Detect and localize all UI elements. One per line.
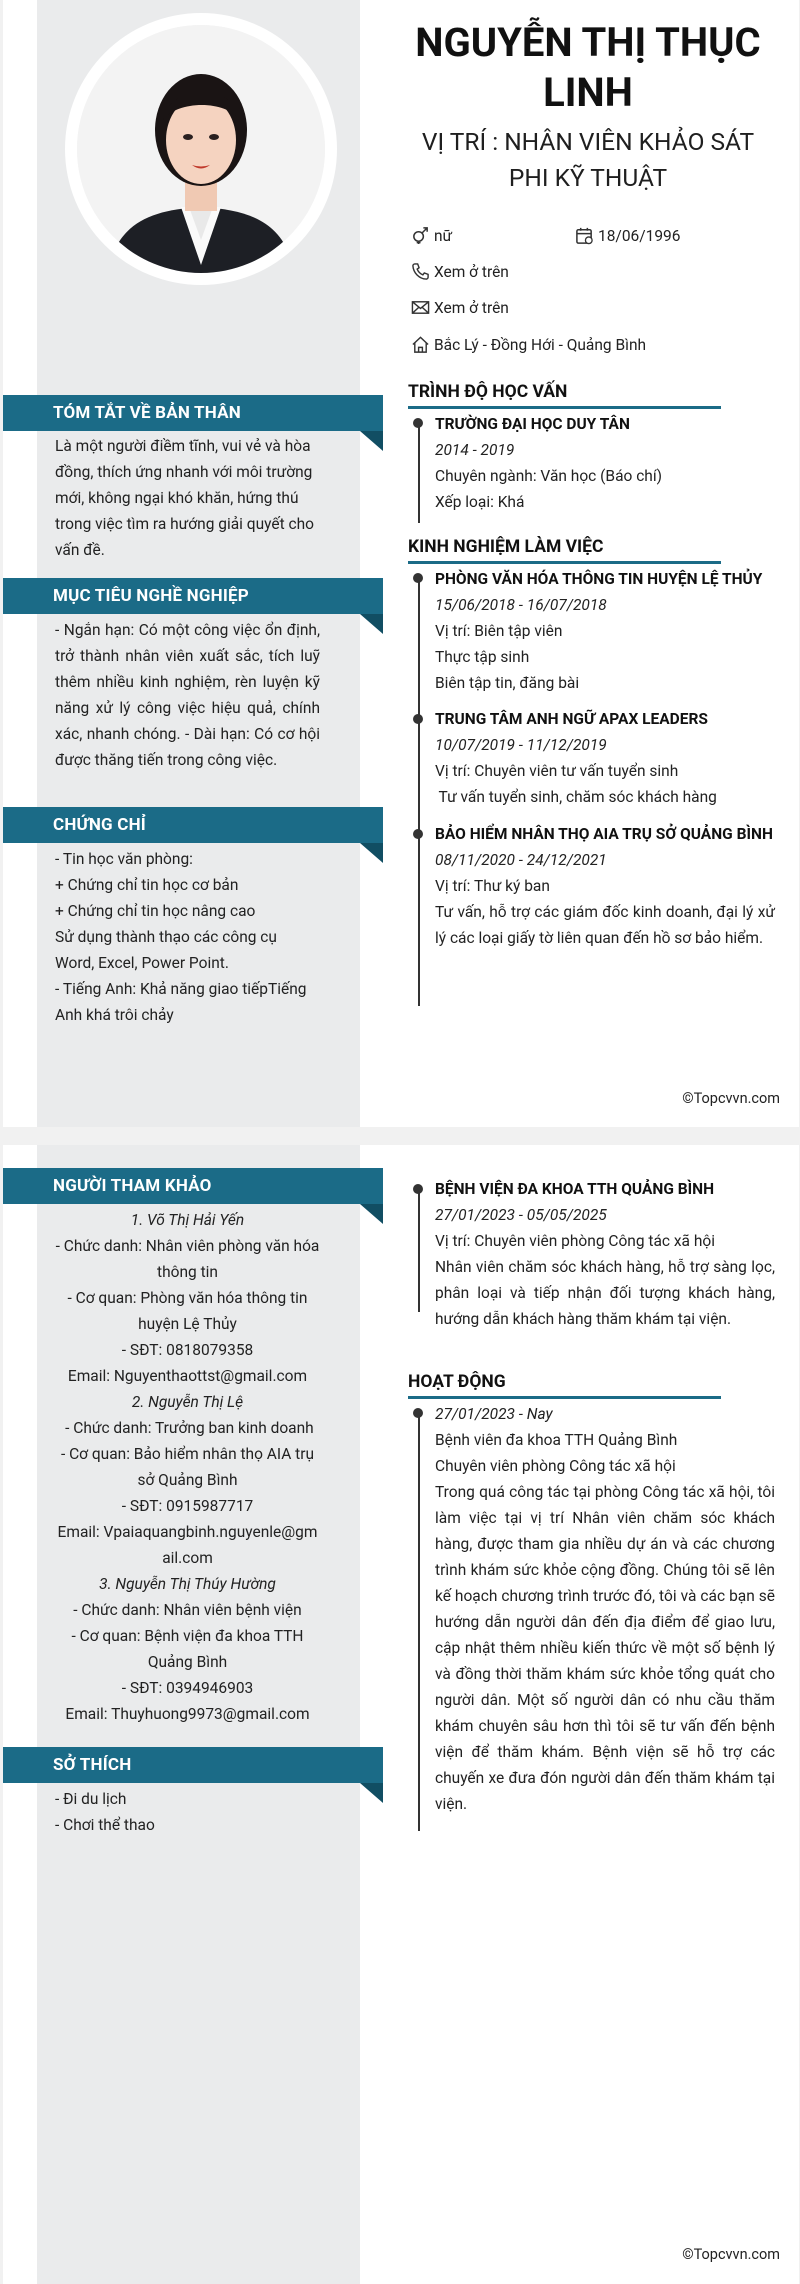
list-item: - Tin học văn phòng: xyxy=(55,850,193,868)
gender-icon xyxy=(411,226,430,245)
phone-icon xyxy=(411,262,430,281)
address-value: Bắc Lý - Đồng Hới - Quảng Bình xyxy=(434,335,647,354)
school-name: TRƯỜNG ĐẠI HỌC DUY TÂN xyxy=(435,415,630,433)
company-name: BỆNH VIỆN ĐA KHOA TTH QUẢNG BÌNH xyxy=(435,1180,715,1198)
experience-entry xyxy=(435,706,775,810)
timeline-dot xyxy=(413,1408,423,1418)
experience-line: Tư vấn, hỗ trợ các giám đốc kinh doanh, đại lý xử lý các loại giấy tờ liên quan đến hồ sơ bảo hiểm. xyxy=(435,903,775,947)
experience-heading: KINH NGHIỆM LÀM VIỆC xyxy=(408,535,721,564)
experience-line: Thực tập sinh xyxy=(435,648,530,666)
job-position: VỊ TRÍ : NHÂN VIÊN KHẢO SÁT PHI KỸ THUẬT xyxy=(421,127,755,192)
reference-role: - Chức danh: Nhân viên bệnh viện xyxy=(73,1601,302,1619)
company-name: BẢO HIỂM NHÂN THỌ AIA TRỤ SỞ QUẢNG BÌNH xyxy=(435,825,773,843)
reference-org: - Cơ quan: Bảo hiểm nhân thọ AIA trụ sở Quảng Bình xyxy=(60,1445,315,1489)
summary-heading: TÓM TẮT VỀ BẢN THÂN xyxy=(3,395,383,431)
person-portrait-icon xyxy=(77,25,325,273)
experience-line: Vị trí: Biên tập viên xyxy=(435,622,563,640)
experience-dates: 15/06/2018 - 16/07/2018 xyxy=(435,596,607,614)
experience-line: Vị trí: Thư ký ban xyxy=(435,877,550,895)
timeline-line xyxy=(418,576,420,1006)
summary-text: Là một người điềm tĩnh, vui vẻ và hòa đồng, thích ứng nhanh với môi trường mới, không ngại khó khăn, hứng thú trong việc tìm ra hướng giải quyết cho vấn đề. xyxy=(55,437,314,559)
experience-dates: 08/11/2020 - 24/12/2021 xyxy=(435,851,607,869)
ribbon-fold xyxy=(360,1204,383,1224)
mail-icon xyxy=(411,298,430,317)
timeline-dot xyxy=(413,418,423,428)
reference-email: Email: Vpaiaquangbinh.nguyenle@gmail.com xyxy=(57,1523,318,1567)
gender-value: nữ xyxy=(434,226,453,245)
objective-text: - Ngắn hạn: Có một công việc ổn định, trở thành nhân viên xuất sắc, tích luỹ thêm nhiều kinh nghiệm, rèn luyện kỹ năng xử lý công việc hiệu quả, chính xác, nhanh chóng. - Dài hạn: Có cơ hội được thăng tiến trong công việc. xyxy=(55,621,320,769)
timeline-dot xyxy=(413,573,423,583)
calendar-icon xyxy=(575,226,594,245)
gender-info xyxy=(411,226,452,245)
profile-photo xyxy=(77,25,325,273)
experience-line: Tư vấn tuyển sinh, chăm sóc khách hàng xyxy=(435,788,717,806)
reference-phone: - SĐT: 0915987717 xyxy=(121,1497,254,1515)
ribbon-fold xyxy=(360,843,383,863)
list-item: - Đi du lịch xyxy=(55,1790,127,1808)
activity-description: Trong quá công tác tại phòng Công tác xã hội, tôi làm việc tại vị trí Nhân viên chăm sóc khách hàng, được tham gia nhiều dự án và các chương trình khám sức khỏe cộng đồng. Chúng tôi sẽ lên kế hoạch chương trình trước đó, tôi và các bạn sẽ hướng dẫn người dân đến địa điểm để giao lưu, cập nhật thêm nhiều kiến thức về một số bệnh lý và đồng thời thăm khám sức khỏe tổng quát cho người dân. Một số người dân có nhu cầu thăm khám chuyên sâu hơn thì tôi sẽ tư vấn đến bệnh viện để thăm khám. Bệnh viện sẽ hỗ trợ các chuyến xe đưa đón người dân đến thăm khám tại viện. xyxy=(435,1483,775,1813)
experience-entry xyxy=(435,1176,775,1332)
hobbies-list xyxy=(55,1786,320,1838)
list-item: + Chứng chỉ tin học nâng cao xyxy=(55,902,256,920)
email-value: Xem ở trên xyxy=(434,298,509,317)
reference-name: 2. Nguyễn Thị Lệ xyxy=(131,1393,244,1411)
list-item: - Tiếng Anh: Khả năng giao tiếpTiếng Anh khá trôi chảy xyxy=(55,980,307,1024)
cv-page-1 xyxy=(3,0,799,1127)
footer-credit: ©Topcvvn.com xyxy=(682,2246,780,2263)
reference-phone: - SĐT: 0394946903 xyxy=(121,1679,254,1697)
list-item: Sử dụng thành thạo các công cụ Word, Excel, Power Point. xyxy=(55,928,277,972)
timeline-line xyxy=(418,421,420,523)
activity-entry xyxy=(435,1401,775,1817)
email-info xyxy=(411,298,509,317)
experience-entry xyxy=(435,566,775,696)
references-heading: NGƯỜI THAM KHẢO xyxy=(3,1168,383,1204)
timeline-line xyxy=(418,1411,420,1831)
activity-role: Chuyên viên phòng Công tác xã hội xyxy=(435,1457,676,1475)
candidate-name: NGUYỄN THỊ THỤC LINH xyxy=(415,19,761,116)
reference-name: 3. Nguyễn Thị Thúy Hường xyxy=(99,1575,276,1593)
activities-heading: HOẠT ĐỘNG xyxy=(408,1370,721,1399)
education-heading: TRÌNH ĐỘ HỌC VẤN xyxy=(408,380,721,409)
timeline-dot xyxy=(413,714,423,724)
list-item: + Chứng chỉ tin học cơ bản xyxy=(55,876,239,894)
education-grade: Xếp loại: Khá xyxy=(435,493,525,511)
cv-page-2 xyxy=(3,1145,799,2284)
education-years: 2014 - 2019 xyxy=(435,441,515,459)
ribbon-fold xyxy=(360,614,383,634)
timeline-dot xyxy=(413,829,423,839)
company-name: TRUNG TÂM ANH NGỮ APAX LEADERS xyxy=(435,710,708,728)
experience-entry xyxy=(435,821,775,951)
experience-line: Biên tập tin, đăng bài xyxy=(435,674,580,692)
reference-phone: - SĐT: 0818079358 xyxy=(121,1341,254,1359)
experience-line: Nhân viên chăm sóc khách hàng, hỗ trợ sàng lọc, phân loại và tiếp nhận đối tượng khách hàng, hướng dẫn khách hàng thăm khám tại viện. xyxy=(435,1258,775,1328)
activity-org: Bệnh viên đa khoa TTH Quảng Bình xyxy=(435,1431,678,1449)
timeline-line xyxy=(418,1187,420,1312)
company-name: PHÒNG VĂN HÓA THÔNG TIN HUYỆN LỆ THỦY xyxy=(435,570,763,588)
reference-email: Email: Nguyenthaottst@gmail.com xyxy=(67,1367,308,1385)
list-item: - Chơi thể thao xyxy=(55,1816,155,1834)
reference-name: 1. Võ Thị Hải Yến xyxy=(130,1211,245,1229)
activity-dates: 27/01/2023 - Nay xyxy=(435,1405,553,1423)
reference-org: - Cơ quan: Phòng văn hóa thông tin huyện Lệ Thủy xyxy=(67,1289,308,1333)
reference-email: Email: Thuyhuong9973@gmail.com xyxy=(65,1705,310,1723)
address-info xyxy=(411,335,646,354)
timeline-dot xyxy=(413,1184,423,1194)
phone-info xyxy=(411,262,509,281)
references-list xyxy=(55,1207,320,1727)
experience-dates: 10/07/2019 - 11/12/2019 xyxy=(435,736,607,754)
experience-dates: 27/01/2023 - 05/05/2025 xyxy=(435,1206,607,1224)
certificates-list xyxy=(55,846,320,1028)
reference-role: - Chức danh: Trưởng ban kinh doanh xyxy=(61,1419,314,1437)
ribbon-fold xyxy=(360,1783,383,1803)
reference-org: - Cơ quan: Bệnh viện đa khoa TTH Quảng Bình xyxy=(71,1627,304,1671)
home-icon xyxy=(411,335,430,354)
avatar xyxy=(65,13,337,285)
footer-credit: ©Topcvvn.com xyxy=(682,1090,780,1107)
hobbies-heading: SỞ THÍCH xyxy=(3,1747,383,1783)
birthday-value: 18/06/1996 xyxy=(598,226,681,245)
education-major: Chuyên ngành: Văn học (Báo chí) xyxy=(435,467,663,485)
ribbon-fold xyxy=(360,431,383,451)
birthday-info xyxy=(575,226,680,245)
certificates-heading: CHỨNG CHỈ xyxy=(3,807,383,843)
experience-line: Vị trí: Chuyên viên tư vấn tuyển sinh xyxy=(435,762,679,780)
education-entry xyxy=(435,411,775,515)
phone-value: Xem ở trên xyxy=(434,262,509,281)
objective-heading: MỤC TIÊU NGHỀ NGHIỆP xyxy=(3,578,383,614)
reference-role: - Chức danh: Nhân viên phòng văn hóa thông tin xyxy=(55,1237,320,1281)
experience-line: Vị trí: Chuyên viên phòng Công tác xã hội xyxy=(435,1232,715,1250)
